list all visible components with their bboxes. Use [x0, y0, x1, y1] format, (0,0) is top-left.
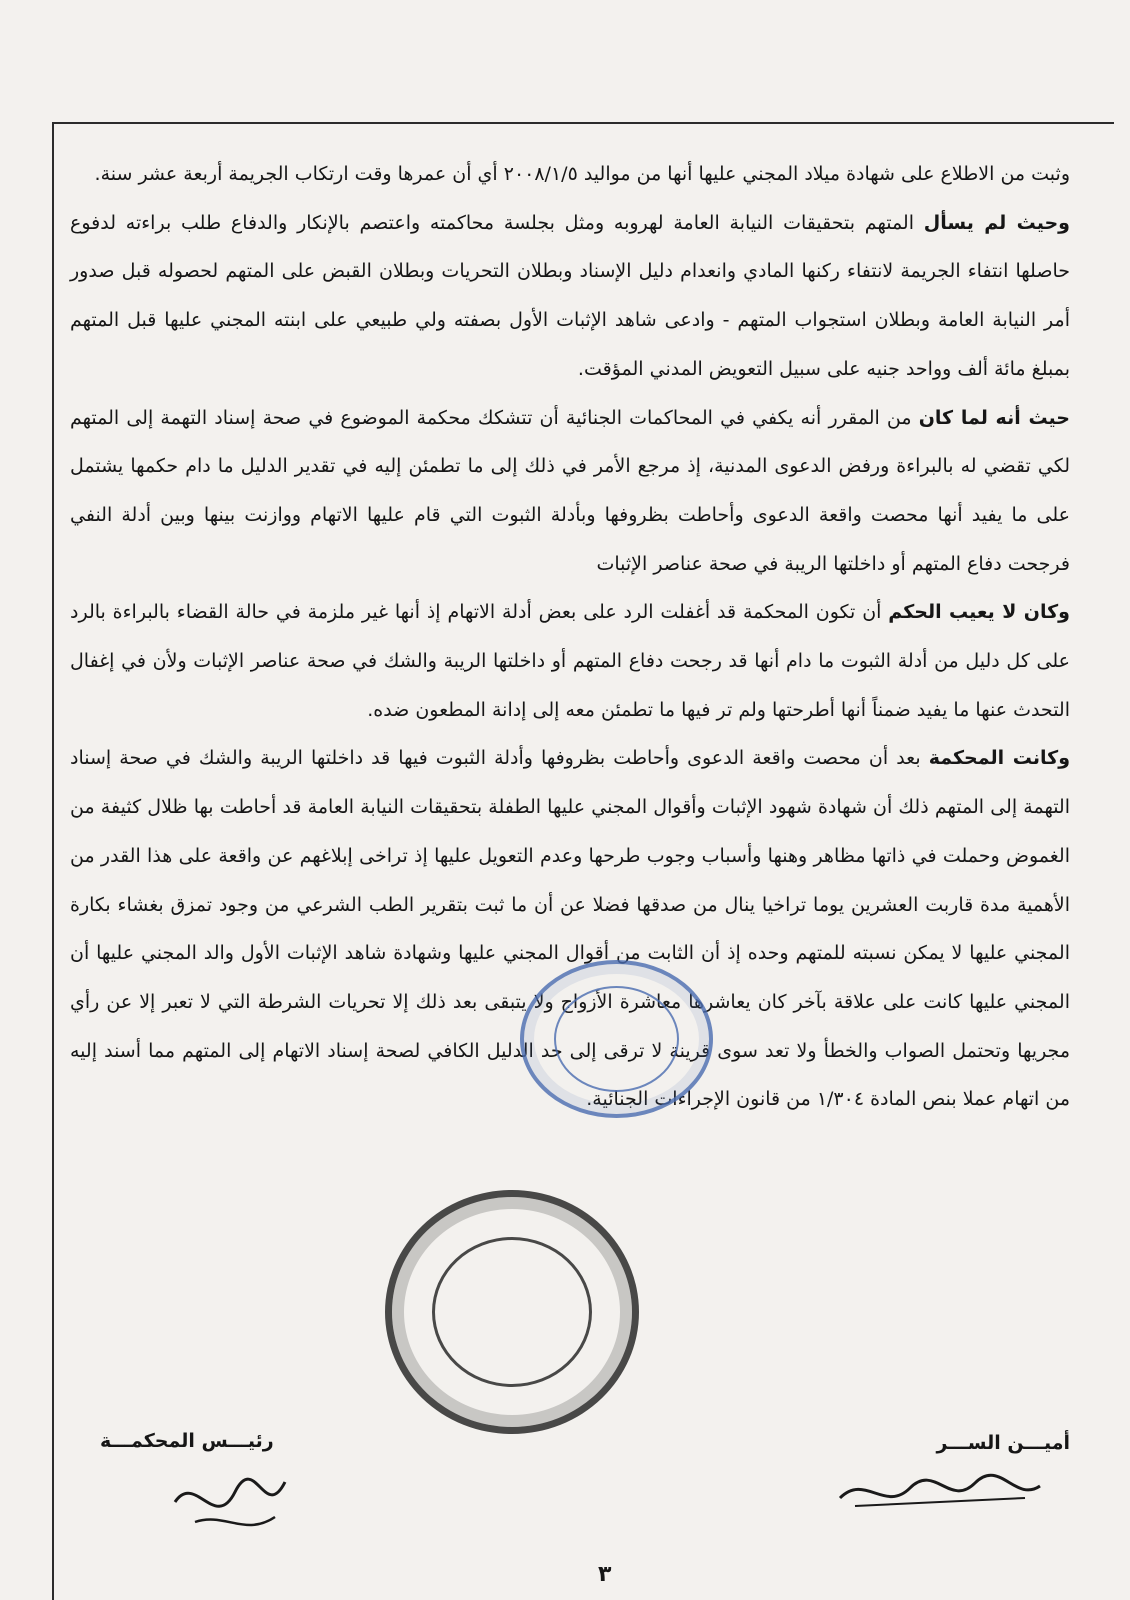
paragraph-birth-certificate [70, 150, 1070, 199]
paragraph-body: من المقرر أنه يكفي في المحاكمات الجنائية أن تتشكك محكمة الموضوع في صحة إسناد التهمة إلى المتهم لكي تقضي له بالبراءة ورفض الدعوى المدنية، إذ مرجع الأمر في ذلك إلى ما تطمئن إليه في تقدير الدليل ما دام حكمها يشتمل على ما يفيد أنها محصت واقعة الدعوى وأحاطت بظروفها وبأدلة الثبوت التي قام عليها الاتهام ووازنت بينها وبين أدلة النفي فرجحت دفاع المتهم أو داخلتها الريبة في صحة عناصر الإثبات [70, 406, 1070, 575]
court-seal-blue-stamp [520, 960, 713, 1118]
paragraph-lead: وكانت المحكمة [928, 747, 1071, 770]
paragraph-body: المتهم بتحقيقات النيابة العامة لهروبه ومثل بجلسة محاكمته واعتصم بالإنكار والدفاع طلب براءته لدفوع حاصلها انتفاء الجريمة لانتفاء ركنها المادي وانعدام دليل الإسناد وبطلان التحريات وبطلان القبض على المتهم لحصوله قبل صدور أمر النيابة العامة وبطلان استجواب المتهم - وادعى شاهد الإثبات الأول بصفته ولي طبيعي على ابنته المجني عليها قبل المتهم بمبلغ مائة ألف وواحد جنيه على سبيل التعويض المدني المؤقت. [70, 211, 1070, 380]
secretary-signature [835, 1468, 1045, 1518]
court-secretary-label: أميـــن الســـر [936, 1432, 1070, 1454]
page-number: ٣ [598, 1562, 612, 1587]
paragraph-lead: وحيث لم يسأل [923, 211, 1070, 234]
paragraph-lead: وكان لا يعيب الحكم [888, 601, 1070, 624]
paragraph-defense [70, 199, 1070, 394]
president-signature [165, 1462, 295, 1542]
court-seal-black-stamp [385, 1190, 639, 1434]
paragraph-lead: حيث أنه لما كان [918, 406, 1071, 429]
paragraph-body: وثبت من الاطلاع على شهادة ميلاد المجني عليها أنها من مواليد ٢٠٠٨/١/٥ أي أن عمرها وقت ارتكاب الجريمة أربعة عشر سنة. [94, 163, 1070, 185]
paragraph-legal-principle [70, 394, 1070, 589]
paragraph-body: بعد أن محصت واقعة الدعوى وأحاطت بظروفها وأدلة الثبوت فيها قد داخلتها الريبة والشك في صحة إسناد التهمة إلى المتهم ذلك أن شهادة شهود الإثبات وأقوال المجني عليها الطفلة بتحقيقات النيابة العامة قد أحاطت بها ظلال كثيفة من الغموض وحملت في ذاتها مظاهر وهنها وأسباب وجوب طرحها وعدم التعويل عليها إذ تراخى إبلاغهم عن واقعة على هذا القدر من الأهمية مدة قاربت العشرين يوما تراخيا ينال من صدقها فضلا عن أن ما ثبت بتقرير الطب الشرعي من وجود تمزق بغشاء بكارة المجني عليها لا يمكن نسبته للمتهم وحده إذ أن الثابت من أقوال المجني عليها وشهادة شاهد الإثبات الأول والد المجني عليها أن المجني عليها كانت على علاقة بآخر كان يعاشرها معاشرة الأزواج ولا يتبقى بعد ذلك إلا تحريات الشرطة التي لا تعبر إلا عن رأي مجريها وتحتمل الصواب والخطأ ولا تعد سوى قرينة لا ترقى إلى حد الدليل الكافي لصحة إسناد الاتهام إلى المتهم مما أسند إليه من اتهام عملا بنص المادة ١/٣٠٤ من قانون الإجراءات الجنائية. [70, 747, 1070, 1111]
court-president-label: رئيـــس المحكمـــة [100, 1430, 274, 1452]
paragraph-body: أن تكون المحكمة قد أغفلت الرد على بعض أدلة الاتهام إذ أنها غير ملزمة في حالة القضاء بالبراءة بالرد على كل دليل من أدلة الثبوت ما دام أنها قد رجحت دفاع المتهم أو داخلتها الريبة والشك في صحة عناصر الإثبات ولأن في إغفال التحدث عنها ما يفيد ضمناً أنها أطرحتها ولم تر فيها ما تطمئن معه إلى إدانة المطعون ضده. [70, 601, 1070, 721]
paragraph-no-fault [70, 588, 1070, 734]
